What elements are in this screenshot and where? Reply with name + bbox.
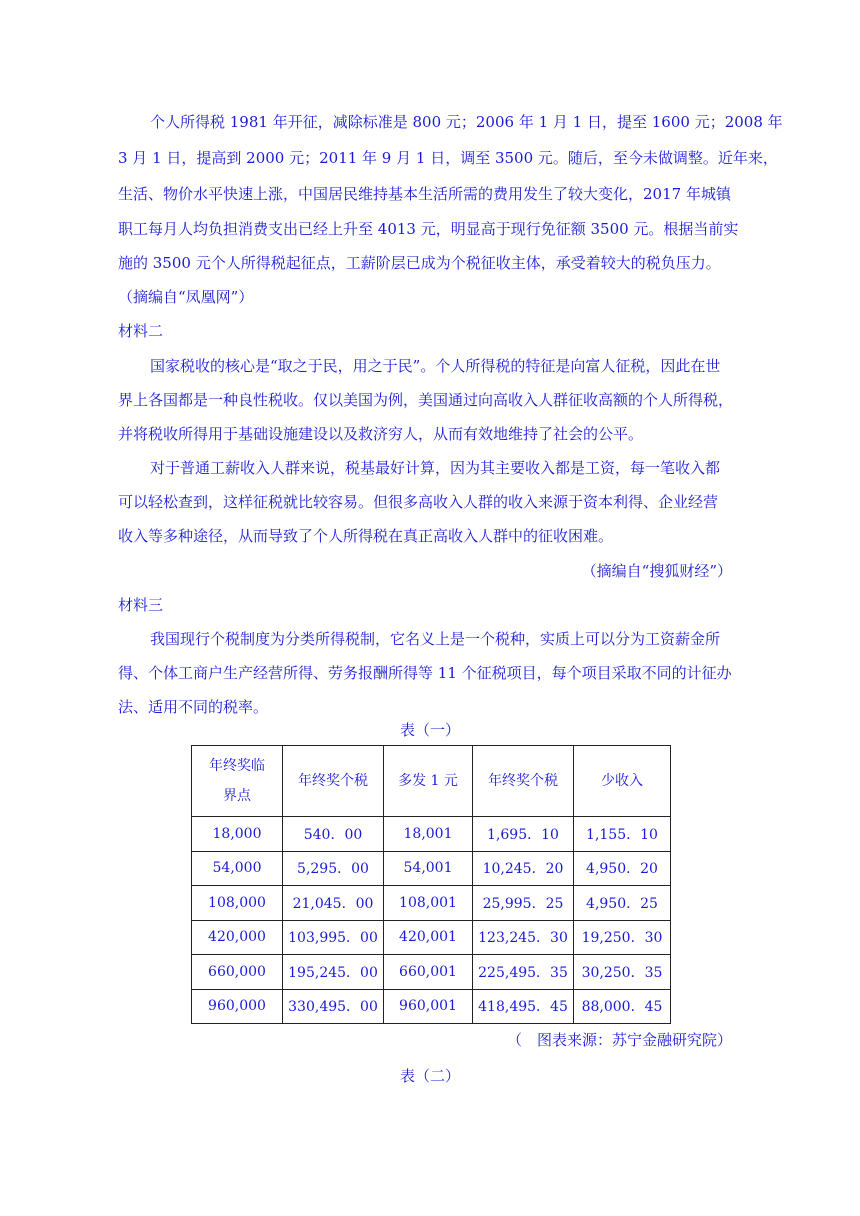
material2-heading: 材料二: [118, 322, 164, 340]
year-end-bonus-table: [191, 745, 671, 1024]
material1-line: 个人所得税 1981 年开征，减除标准是 800 元；2006 年 1 月 1 日，提至 1600 元；2008 年: [150, 113, 783, 131]
table-cell: 25,995．25: [473, 886, 574, 921]
material3-para-line: 得、个体工商户生产经营所得、劳务报酬所得等 11 个征税项目，每个项目采取不同的计征办: [118, 664, 732, 682]
table-cell: 660,001: [384, 955, 473, 990]
table-row: [192, 989, 671, 1024]
table-header-text: 年终奖临 界点: [209, 758, 265, 804]
table-cell: 54,001: [384, 851, 473, 886]
material2-para2-line: 收入等多种途径，从而导致了个人所得税在真正高收入人群中的征收困难。: [118, 527, 614, 545]
table-cell: 1,695．10: [473, 817, 574, 852]
material3-para-line: 法、适用不同的税率。: [118, 698, 269, 716]
table-cell: 30,250．35: [574, 955, 671, 990]
table1-source: （ 图表来源：苏宁金融研究院）: [506, 1031, 732, 1049]
table-cell: 960,001: [384, 989, 473, 1024]
material2-para1-line: 国家税收的核心是“取之于民，用之于民”。个人所得税的特征是向富人征税，因此在世: [150, 357, 721, 375]
table-cell: 195,245．00: [283, 955, 384, 990]
table-row: [192, 955, 671, 990]
material1-line: 生活、物价水平快速上涨，中国居民维持基本生活所需的费用发生了较大变化，2017 年城镇: [118, 185, 731, 203]
table-cell: 540．00: [283, 817, 384, 852]
material1-line: 施的 3500 元个人所得税起征点，工薪阶层已成为个税征收主体，承受着较大的税负压力。: [118, 254, 721, 272]
table-row: [192, 886, 671, 921]
table-cell: 21,045．00: [283, 886, 384, 921]
material1-line: 职工每月人均负担消费支出已经上升至 4013 元，明显高于现行免征额 3500 元。根据当前实: [118, 220, 739, 238]
table-cell: 418,495．45: [473, 989, 574, 1024]
table-cell: 660,000: [192, 955, 283, 990]
table-cell: 225,495．35: [473, 955, 574, 990]
table-cell: 1,155．10: [574, 817, 671, 852]
table-cell: 88,000．45: [574, 989, 671, 1024]
table-cell: 123,245．30: [473, 920, 574, 955]
table-header-cell: 多发 1 元: [384, 746, 473, 817]
table-cell: 960,000: [192, 989, 283, 1024]
material2-source: （摘编自“搜狐财经”）: [581, 562, 732, 580]
table-row: [192, 817, 671, 852]
material1-source: （摘编自“凤凰网”）: [118, 288, 254, 306]
table1-caption: 表（一）: [399, 721, 460, 739]
material2-para1-line: 界上各国都是一种良性税收。仅以美国为例，美国通过向高收入人群征收高额的个人所得税，: [118, 391, 734, 409]
material3-para-line: 我国现行个税制度为分类所得税制，它名义上是一个税种，实质上可以分为工资薪金所: [150, 630, 721, 648]
table-row: [192, 851, 671, 886]
table-cell: 420,001: [384, 920, 473, 955]
material2-para1-line: 并将税收所得用于基础设施建设以及救济穷人，从而有效地维持了社会的公平。: [118, 425, 644, 443]
table-row: [192, 920, 671, 955]
table-cell: 5,295．00: [283, 851, 384, 886]
table-cell: 18,001: [384, 817, 473, 852]
material2-para2-line: 对于普通工薪收入人群来说，税基最好计算，因为其主要收入都是工资，每一笔收入都: [150, 459, 721, 477]
table-header-cell: [192, 746, 283, 817]
table-cell: 420,000: [192, 920, 283, 955]
material2-para2-line: 可以轻松查到，这样征税就比较容易。但很多高收入人群的收入来源于资本利得、企业经营: [118, 493, 719, 511]
table2-caption: 表（二）: [399, 1067, 460, 1085]
table-cell: 103,995．00: [283, 920, 384, 955]
table-cell: 330,495．00: [283, 989, 384, 1024]
table-cell: 4,950．25: [574, 886, 671, 921]
table-cell: 18,000: [192, 817, 283, 852]
table-header-cell: 年终奖个税: [283, 746, 384, 817]
table-cell: 4,950．20: [574, 851, 671, 886]
table-header-cell: 年终奖个税: [473, 746, 574, 817]
material3-heading: 材料三: [118, 596, 164, 614]
table-header-cell: 少收入: [574, 746, 671, 817]
table-cell: 54,000: [192, 851, 283, 886]
table-cell: 108,001: [384, 886, 473, 921]
table-cell: 19,250．30: [574, 920, 671, 955]
table-cell: 108,000: [192, 886, 283, 921]
table-cell: 10,245．20: [473, 851, 574, 886]
material1-line: 3 月 1 日，提高到 2000 元；2011 年 9 月 1 日，调至 3500 元。随后，至今未做调整。近年来，: [118, 149, 778, 167]
table-header-row: [192, 746, 671, 817]
